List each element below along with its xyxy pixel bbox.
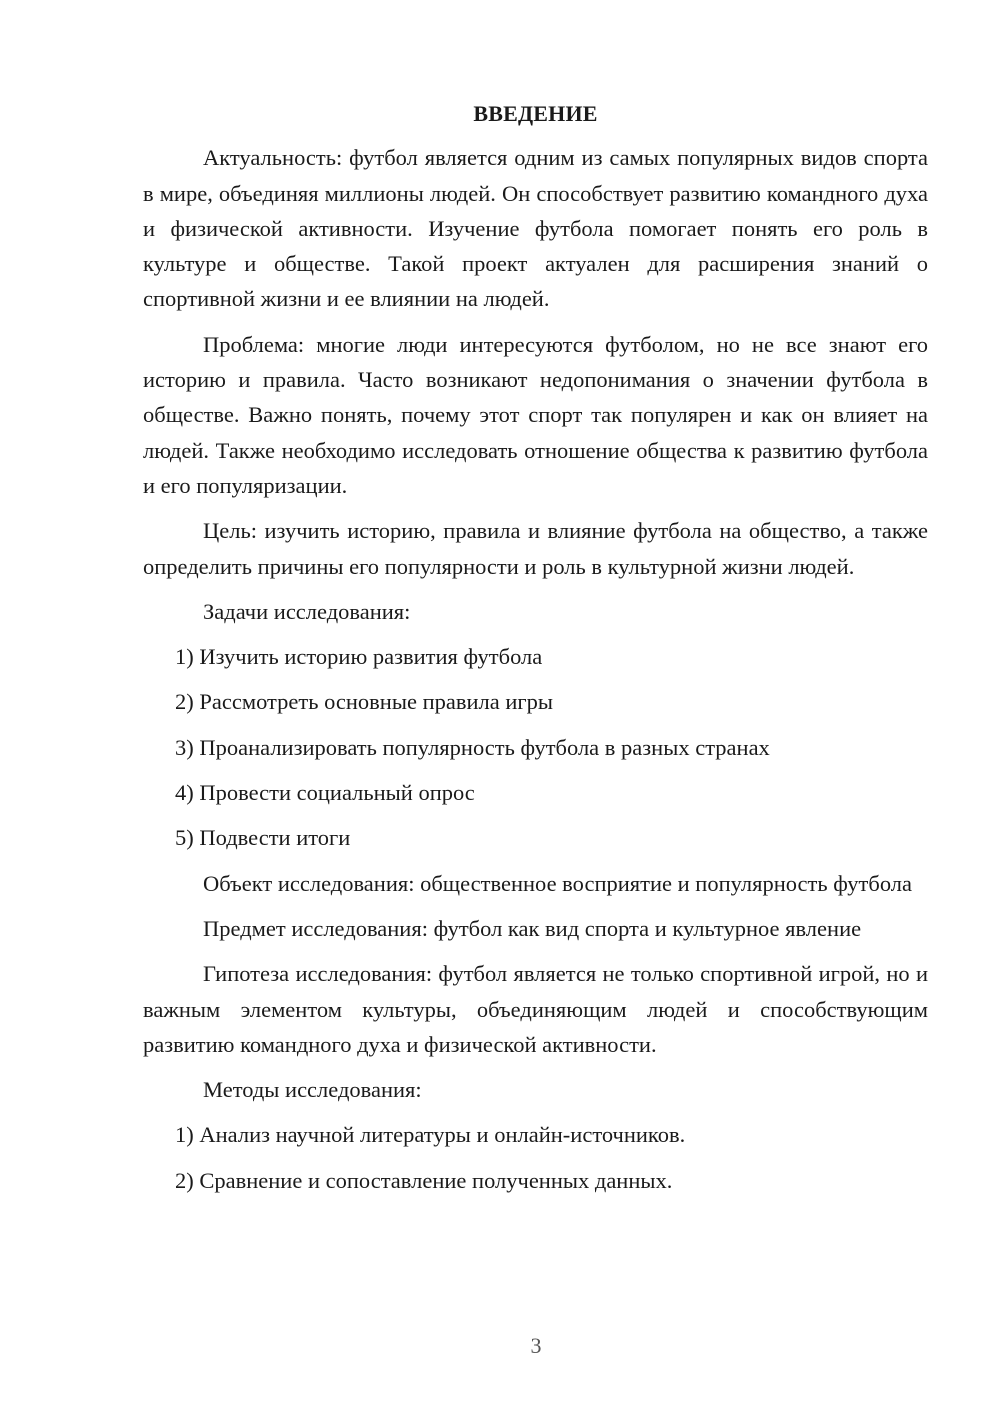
list-item: 1) Анализ научной литературы и онлайн-источников.: [175, 1122, 686, 1148]
list-item: 2) Рассмотреть основные правила игры: [175, 689, 553, 715]
goal-paragraph: Цель: изучить историю, правила и влияние футбола на общество, а также определить причины его популярности и роль в культурной жизни людей.: [143, 518, 928, 579]
methods-list: [143, 1117, 928, 1198]
list-item: 1) Изучить историю развития футбола: [175, 644, 543, 670]
document-page: [143, 96, 928, 1208]
hypothesis-paragraph: Гипотеза исследования: футбол является не только спортивной игрой, но и важным элементом культуры, объединяющим людей и способствующим развитию командного духа и физической активности.: [143, 961, 928, 1057]
object-paragraph: Объект исследования: общественное восприятие и популярность футбола: [203, 870, 912, 896]
page-number: 3: [530, 1333, 542, 1358]
list-item: 2) Сравнение и сопоставление полученных данных.: [175, 1167, 673, 1193]
problem-paragraph: Проблема: многие люди интересуются футболом, но не все знают его историю и правила. Часто возникают недопонимания о значении футбола в обществе. Важно понять, почему этот спорт так популярен и как он влияет на людей. Также необходимо исследовать отношение общества к развитию футбола и его популяризации.: [143, 331, 928, 498]
methods-heading: Методы исследования:: [203, 1077, 422, 1103]
list-item: 5) Подвести итоги: [175, 825, 351, 851]
subject-paragraph: Предмет исследования: футбол как вид спорта и культурное явление: [203, 915, 862, 941]
relevance-paragraph: Актуальность: футбол является одним из самых популярных видов спорта в мире, объединяя миллионы людей. Он способствует развитию командного духа и физической активности. Изучение футбола помогает понять его роль в культуре и обществе. Такой проект актуален для расширения знаний о спортивной жизни и ее влиянии на людей.: [143, 145, 928, 312]
section-title: ВВЕДЕНИЕ: [473, 101, 598, 126]
tasks-list: [143, 639, 928, 855]
tasks-heading: Задачи исследования:: [203, 598, 411, 624]
list-item: 4) Провести социальный опрос: [175, 780, 475, 806]
list-item: 3) Проанализировать популярность футбола в разных странах: [175, 734, 770, 760]
